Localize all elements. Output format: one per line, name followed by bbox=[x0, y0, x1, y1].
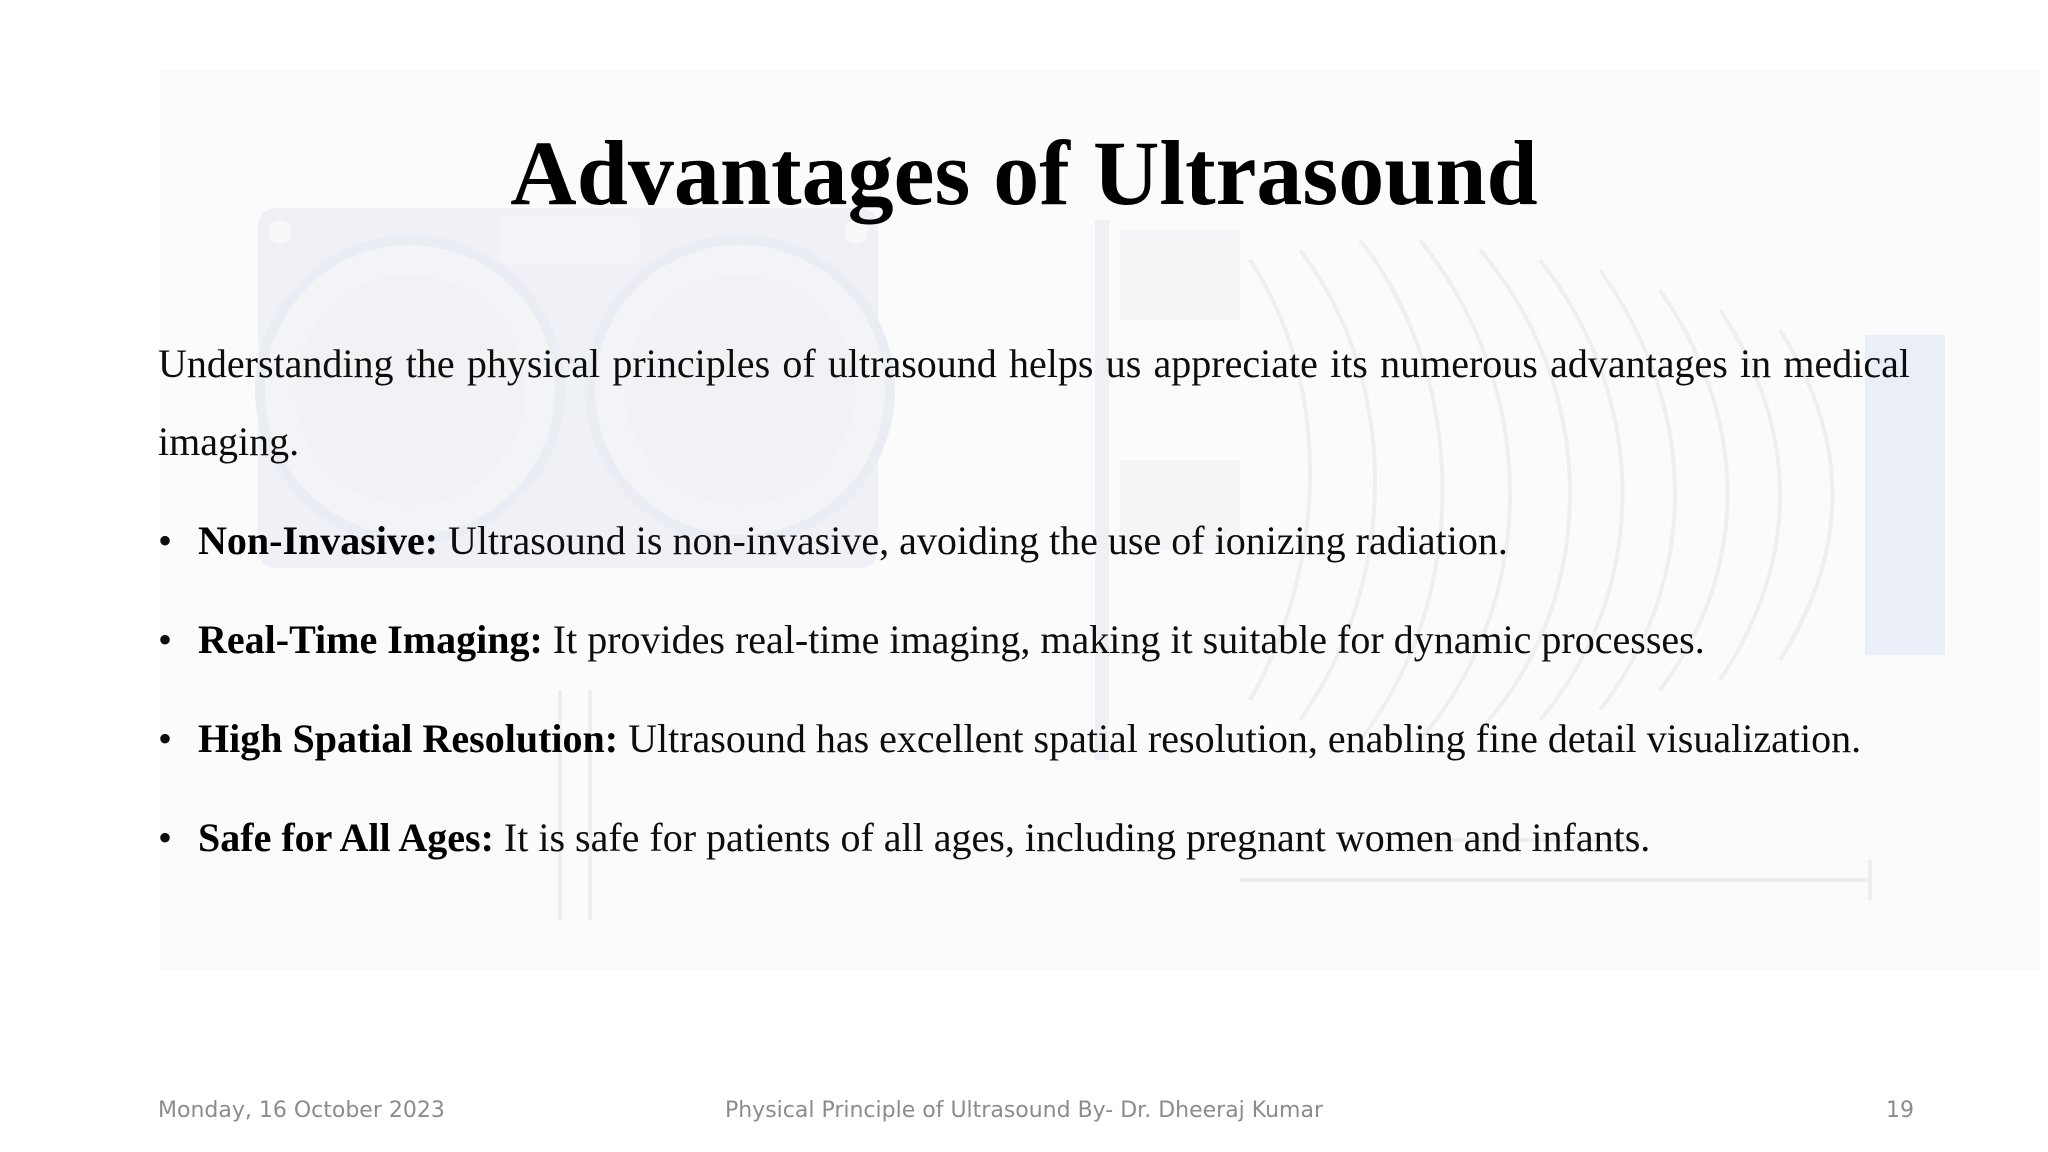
list-item-text: Ultrasound has excellent spatial resolution, enabling fine detail visualization. bbox=[618, 716, 1862, 761]
list-item-term: High Spatial Resolution: bbox=[198, 716, 619, 761]
list-item bbox=[158, 799, 1910, 877]
intro-paragraph: Understanding the physical principles of ultrasound helps us appreciate its numerous advantages in medical imaging. bbox=[158, 341, 1910, 464]
bullet-glyph: • bbox=[158, 518, 173, 563]
bullet-glyph: • bbox=[158, 617, 173, 662]
list-item bbox=[158, 601, 1910, 679]
list-item-text: It provides real-time imaging, making it suitable for dynamic processes. bbox=[542, 617, 1705, 662]
list-item-term: Real-Time Imaging: bbox=[198, 617, 543, 662]
list-item-term: Non-Invasive: bbox=[198, 518, 439, 563]
list-item-text: Ultrasound is non-invasive, avoiding the use of ionizing radiation. bbox=[438, 518, 1508, 563]
list-item bbox=[158, 700, 1910, 778]
footer-date: Monday, 16 October 2023 bbox=[158, 1098, 445, 1123]
slide-content bbox=[158, 325, 1910, 898]
advantages-list bbox=[158, 502, 1910, 877]
list-item-text: It is safe for patients of all ages, including pregnant women and infants. bbox=[493, 815, 1651, 860]
page-number: 19 bbox=[1886, 1098, 1914, 1123]
footer-title: Physical Principle of Ultrasound By- Dr. Dheeraj Kumar bbox=[724, 1098, 1324, 1123]
list-item bbox=[158, 502, 1910, 580]
list-item-term: Safe for All Ages: bbox=[198, 815, 494, 860]
bullet-glyph: • bbox=[158, 716, 173, 761]
bullet-glyph: • bbox=[158, 815, 173, 860]
slide-title: Advantages of Ultrasound bbox=[510, 122, 1538, 224]
